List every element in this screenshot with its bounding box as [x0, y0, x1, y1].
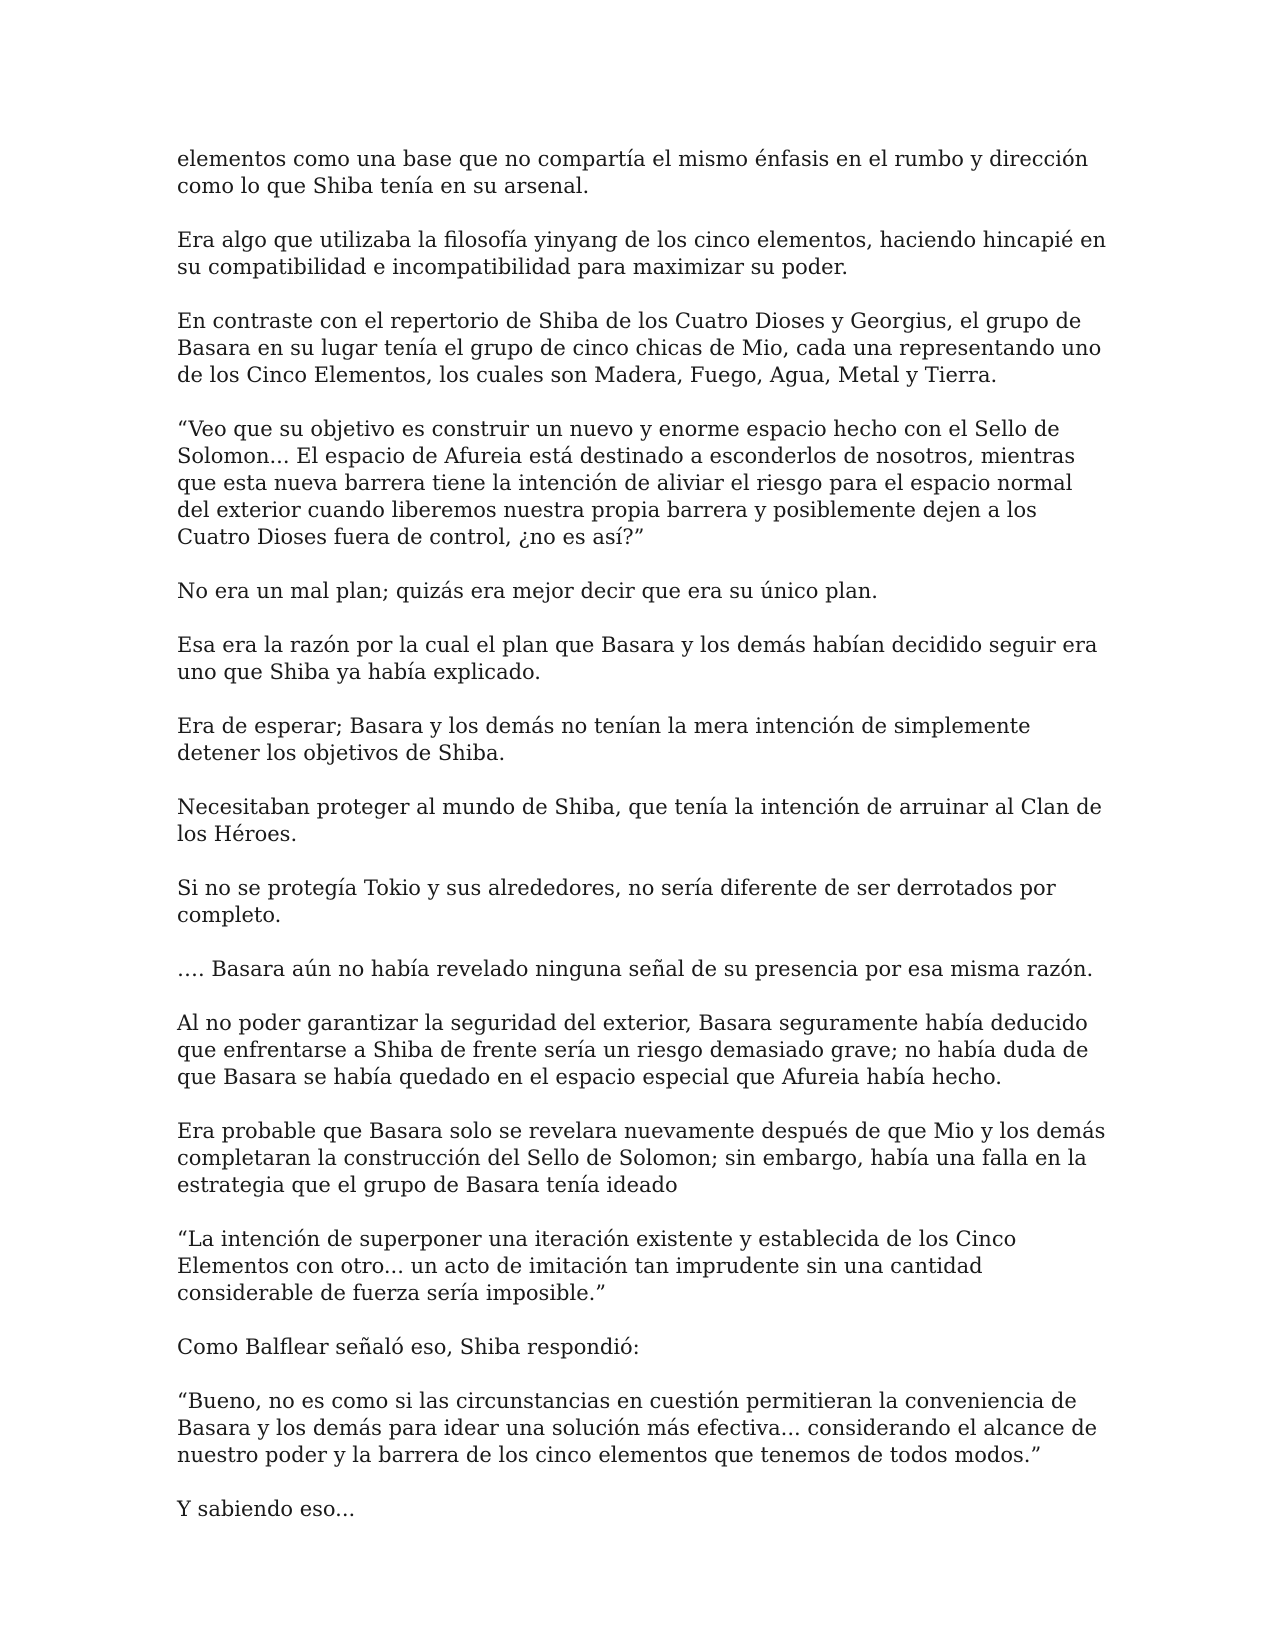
paragraph: Era algo que utilizaba la filosofía yinyang de los cinco elementos, haciendo hincapié en su compatibilidad e incompatibilidad para maximizar su poder.	[177, 228, 1107, 279]
paragraph: Como Balflear señaló eso, Shiba respondió:	[177, 1335, 640, 1359]
paragraph: En contraste con el repertorio de Shiba de los Cuatro Dioses y Georgius, el grupo de Basara en su lugar tenía el grupo de cinco chicas de Mio, cada una representando uno de los Cinco Elementos, los cuales son Madera, Fuego, Agua, Metal y Tierra.	[177, 309, 1102, 387]
paragraph: …. Basara aún no había revelado ninguna señal de su presencia por esa misma razón.	[177, 957, 1094, 981]
paragraph: Y sabiendo eso...	[177, 1497, 356, 1521]
paragraph: “Bueno, no es como si las circunstancias en cuestión permitieran la conveniencia de Basara y los demás para idear una solución más efectiva... considerando el alcance de nuestro poder y la barrera de los cinco elementos que tenemos de todos modos.”	[177, 1389, 1098, 1467]
paragraph: Esa era la razón por la cual el plan que Basara y los demás habían decidido seguir era uno que Shiba ya había explicado.	[177, 633, 1098, 684]
paragraph: Era probable que Basara solo se revelara nuevamente después de que Mio y los demás completaran la construcción del Sello de Solomon; sin embargo, había una falla en la estrategia que el grupo de Basara tenía ideado	[177, 1119, 1106, 1197]
paragraph: Si no se protegía Tokio y sus alrededores, no sería diferente de ser derrotados por completo.	[177, 876, 1056, 927]
body-text	[177, 146, 1107, 1550]
paragraph: No era un mal plan; quizás era mejor decir que era su único plan.	[177, 579, 878, 603]
paragraph: Al no poder garantizar la seguridad del exterior, Basara seguramente había deducido que enfrentarse a Shiba de frente sería un riesgo demasiado grave; no había duda de que Basara se había quedado en el espacio especial que Afureia había hecho.	[177, 1011, 1089, 1089]
paragraph: Era de esperar; Basara y los demás no tenían la mera intención de simplemente detener los objetivos de Shiba.	[177, 714, 1031, 765]
paragraph: “Veo que su objetivo es construir un nuevo y enorme espacio hecho con el Sello de Solomon... El espacio de Afureia está destinado a esconderlos de nosotros, mientras que esta nueva barrera tiene la intención de aliviar el riesgo para el espacio normal del exterior cuando liberemos nuestra propia barrera y posiblemente dejen a los Cuatro Dioses fuera de control, ¿no es así?”	[177, 417, 1076, 549]
paragraph: Necesitaban proteger al mundo de Shiba, que tenía la intención de arruinar al Clan de los Héroes.	[177, 795, 1102, 846]
paragraph: elementos como una base que no compartía el mismo énfasis en el rumbo y dirección como lo que Shiba tenía en su arsenal.	[177, 147, 1089, 198]
paragraph: “La intención de superponer una iteración existente y establecida de los Cinco Elementos con otro... un acto de imitación tan imprudente sin una cantidad considerable de fuerza sería imposible.”	[177, 1227, 1017, 1305]
